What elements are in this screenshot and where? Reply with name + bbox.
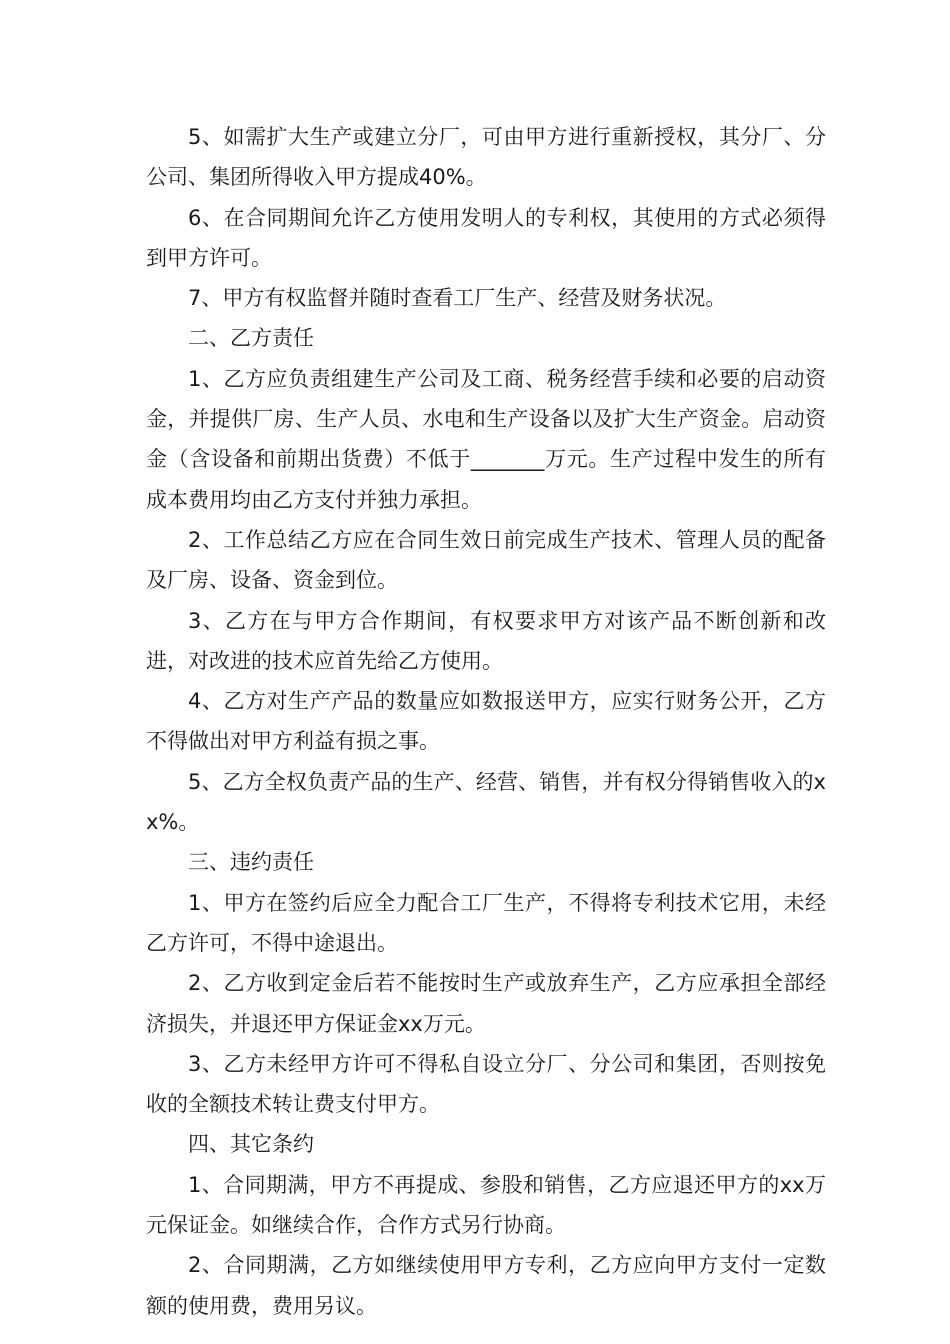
clause-paragraph: 3、乙方未经甲方许可不得私自设立分厂、分公司和集团，否则按免收的全额技术转让费支付甲方。 (146, 1051, 826, 1117)
clause-paragraph: 2、合同期满，乙方如继续使用甲方专利，乙方应向甲方支付一定数额的使用费，费用另议。 (146, 1253, 826, 1318)
clause-paragraph: 3、乙方在与甲方合作期间，有权要求甲方对该产品不断创新和改进，对改进的技术应首先给乙方使用。 (146, 608, 826, 673)
clause-paragraph: 1、合同期满，甲方不再提成、参股和销售，乙方应退还甲方的xx万元保证金。如继续合作，合作方式另行协商。 (146, 1172, 826, 1238)
section-heading: 二、乙方责任 (188, 326, 314, 351)
section-heading: 四、其它条约 (188, 1132, 314, 1157)
clause-paragraph: 2、乙方收到定金后若不能按时生产或放弃生产，乙方应承担全部经济损失，并退还甲方保证金xx万元。 (146, 971, 826, 1036)
clause-paragraph: 7、甲方有权监督并随时查看工厂生产、经营及财务状况。 (188, 286, 727, 311)
section-heading: 三、违约责任 (188, 850, 314, 875)
clause-paragraph: 5、如需扩大生产或建立分厂，可由甲方进行重新授权，其分厂、分公司、集团所得收入甲方提成40%。 (146, 125, 826, 190)
clause-paragraph: 5、乙方全权负责产品的生产、经营、销售，并有权分得销售收入的xx%。 (146, 769, 826, 835)
clause-paragraph: 4、乙方对生产产品的数量应如数报送甲方，应实行财务公开，乙方不得做出对甲方利益有损之事。 (146, 689, 826, 754)
document-body (146, 117, 826, 1326)
clause-paragraph: 1、甲方在签约后应全力配合工厂生产，不得将专利技术它用，未经乙方许可，不得中途退出。 (146, 890, 826, 955)
clause-paragraph: 2、工作总结乙方应在合同生效日前完成生产技术、管理人员的配备及厂房、设备、资金到位。 (146, 527, 826, 593)
clause-paragraph: 1、乙方应负责组建生产公司及工商、税务经营手续和必要的启动资金，并提供厂房、生产人员、水电和生产设备以及扩大生产资金。启动资金（含设备和前期出货费）不低于_______万元。生产过程中发生的所有成本费用均由乙方支付并独力承担。 (146, 366, 826, 512)
clause-paragraph: 6、在合同期间允许乙方使用发明人的专利权，其使用的方式必须得到甲方许可。 (146, 205, 826, 270)
